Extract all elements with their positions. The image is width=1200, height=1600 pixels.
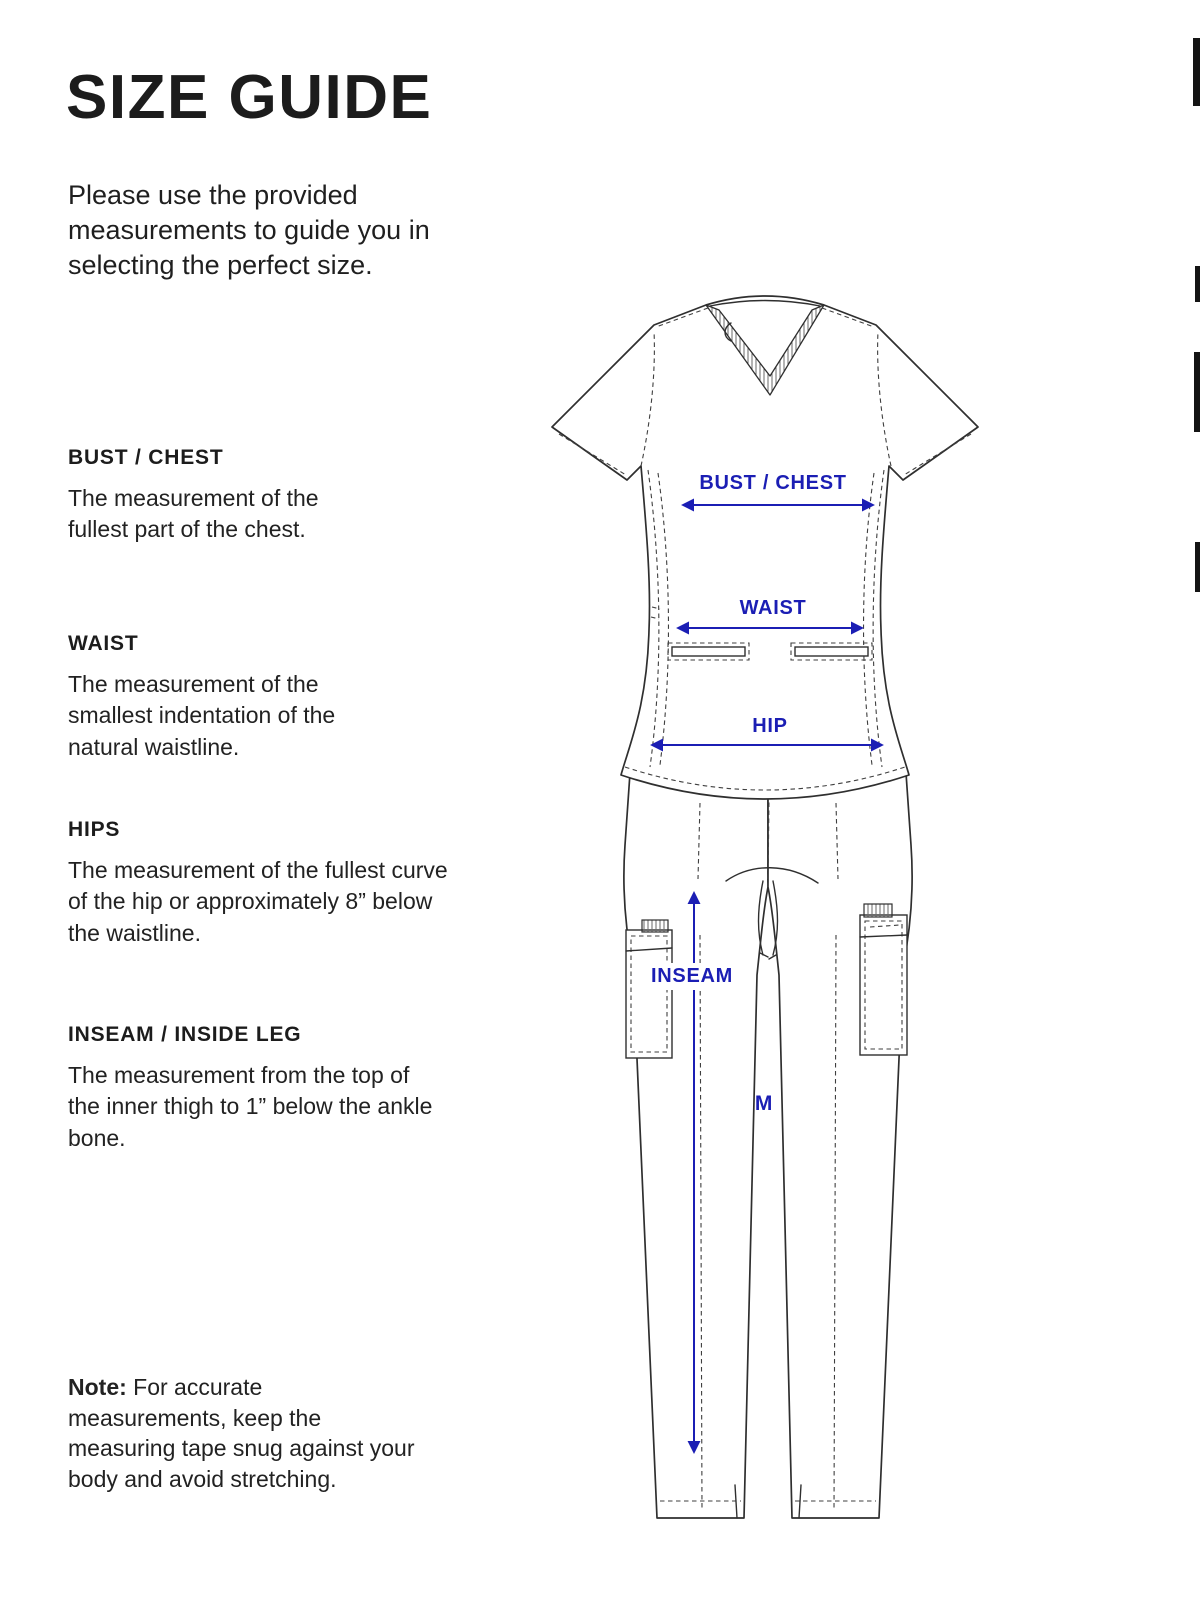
section-heading: BUST / CHEST <box>68 446 224 469</box>
hip-measurement-label: HIP <box>752 715 788 737</box>
waist-measurement-label: WAIST <box>739 597 807 619</box>
inseam-measurement-label: INSEAM <box>645 963 739 990</box>
section-body: The measurement of the fullest part of the chest. <box>68 485 319 543</box>
section-inseam <box>68 1023 443 1154</box>
section-heading: HIPS <box>68 818 121 841</box>
bust-measurement-label: BUST / CHEST <box>699 472 847 494</box>
section-waist <box>68 632 388 763</box>
note-text <box>68 1372 420 1494</box>
note-label: Note: <box>68 1374 127 1400</box>
section-body: The measurement of the fullest curve of the hip or approximately 8” below the waistline. <box>68 857 448 946</box>
section-heading: WAIST <box>68 632 139 655</box>
section-body: The measurement from the top of the inner thigh to 1” below the ankle bone. <box>68 1062 433 1151</box>
page-title: SIZE GUIDE <box>66 63 433 132</box>
section-heading: INSEAM / INSIDE LEG <box>68 1023 302 1046</box>
screen-edge-artifact <box>1194 352 1200 432</box>
screen-edge-artifact <box>1195 266 1200 302</box>
size-marker-label: M <box>754 1092 774 1115</box>
section-hips <box>68 818 468 949</box>
intro-text: Please use the provided measurements to guide you in selecting the perfect size. <box>68 180 430 281</box>
section-body: The measurement of the smallest indentation of the natural waistline. <box>68 671 336 760</box>
screen-edge-artifact <box>1193 38 1200 106</box>
section-bust-chest <box>68 446 368 546</box>
note-body: For accurate measurements, keep the measuring tape snug against your body and avoid stretching. <box>68 1374 415 1492</box>
size-diagram <box>530 275 1000 1535</box>
scrub-pants-drawing <box>624 773 912 1518</box>
screen-edge-artifact <box>1195 542 1200 592</box>
